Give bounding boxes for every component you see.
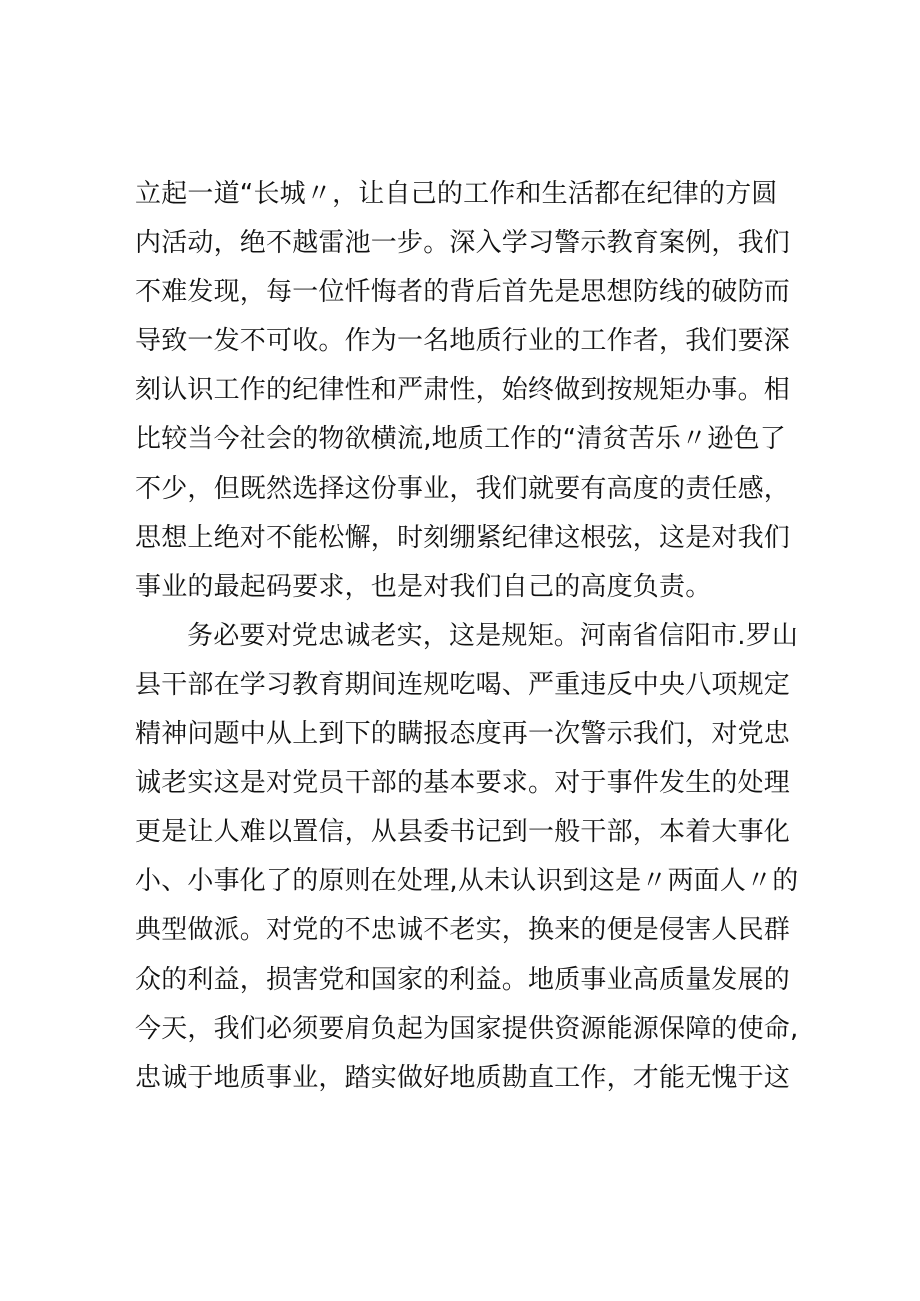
- text-line: 典型做派。对党的不忠诚不老实，换来的便是侵害人民群: [135, 915, 791, 946]
- text-line: 思想上绝对不能松懈，时刻绷紧纪律这根弦，这是对我们: [135, 522, 791, 553]
- text-line: 刻认识工作的纪律性和严肃性，始终做到按规矩办事。相: [135, 375, 791, 406]
- text-line: 诚老实这是对党员干部的基本要求。对于事件发生的处理: [135, 768, 791, 799]
- text-line: 众的利益，损害党和国家的利益。地质事业高质量发展的: [135, 964, 791, 995]
- text-line: 小、小事化了的原则在处理,从未认识到这是〃两面人〃的: [135, 866, 799, 897]
- text-line: 比较当今社会的物欲横流,地质工作的“清贫苦乐〃逊色了: [135, 424, 786, 455]
- text-line: 精神问题中从上到下的瞒报态度再一次警示我们，对党忠: [135, 719, 791, 750]
- text-line: 更是让人难以置信，从县委书记到一般干部，本着大事化: [135, 817, 791, 848]
- text-line: 立起一道“长城〃，让自己的工作和生活都在纪律的方圆: [135, 179, 778, 209]
- text-line: 今天，我们必须要肩负起为国家提供资源能源保障的使命,: [135, 1013, 799, 1044]
- text-line: 导致一发不可收。作为一名地质行业的工作者，我们要深: [135, 326, 791, 357]
- text-line: 不难发现，每一位忏悔者的背后首先是思想防线的破防而: [135, 277, 791, 308]
- text-line: 忠诚于地质事业，踏实做好地质勘直工作，才能无愧于这: [135, 1062, 791, 1093]
- text-line: 县干部在学习教育期间连规吃喝、严重违反中央八项规定: [135, 669, 791, 700]
- paragraph-start-line: 务必要对党忠诚老实，这是规矩。河南省信阳市.罗山: [187, 620, 799, 651]
- text-line: 内活动，绝不越雷池一步。深入学习警示教育案例，我们: [135, 228, 791, 259]
- text-line: 事业的最起码要求，也是对我们自己的高度负责。: [135, 571, 712, 602]
- body-text: [135, 170, 805, 1103]
- text-line: 不少，但既然选择这份事业，我们就要有高度的责任感，: [135, 473, 791, 504]
